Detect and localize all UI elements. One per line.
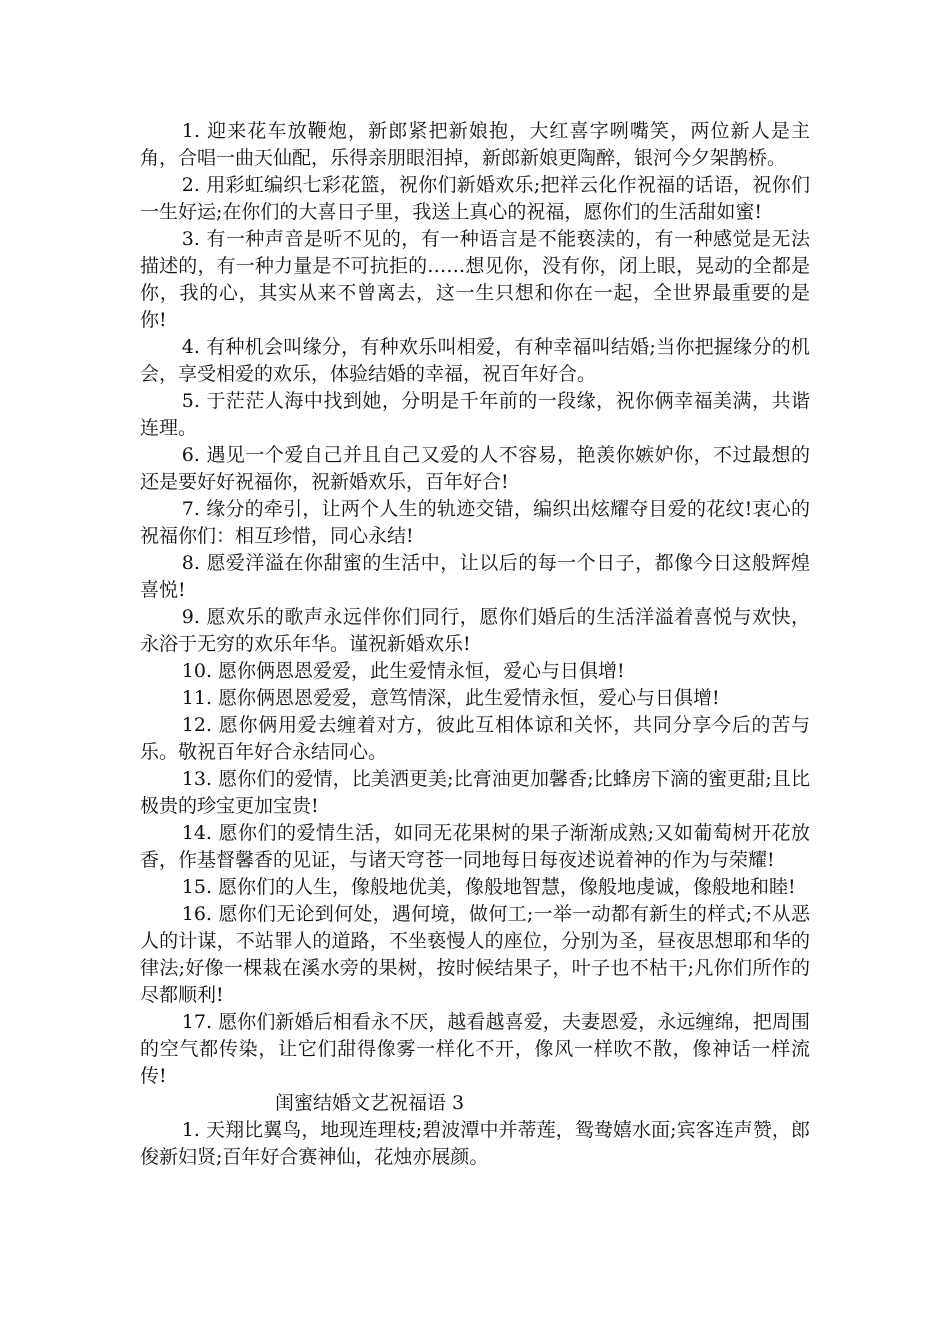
paragraph-16: 16. 愿你们无论到何处，遇何境，做何工;一举一动都有新生的样式;不从恶人的计谋，不站罪人的道路，不坐亵慢人的座位，分别为圣，昼夜思想耶和华的律法;好像一棵栽在溪水旁的果树，按时候结果子，叶子也不枯干;凡你们所作的尽都顺利! — [140, 903, 810, 1006]
paragraph-12: 12. 愿你俩用爱去缠着对方，彼此互相体谅和关怀，共同分享今后的苦与乐。敬祝百年好合永结同心。 — [140, 714, 810, 763]
section-paragraph-1: 1. 天翔比翼鸟，地现连理枝;碧波潭中并蒂莲，鸳鸯嬉水面;宾客连声赞，郎俊新妇贤;百年好合赛神仙，花烛亦展颜。 — [140, 1119, 810, 1168]
paragraph-10: 10. 愿你俩恩恩爱爱，此生爱情永恒，爱心与日俱增! — [181, 660, 625, 682]
paragraph-3: 3. 有一种声音是听不见的，有一种语言是不能亵渎的，有一种感觉是无法描述的，有一种力量是不可抗拒的……想见你，没有你，闭上眼，晃动的全都是你，我的心，其实从来不曾离去，这一生只想和你在一起，全世界最重要的是你! — [140, 228, 810, 331]
paragraph-2: 2. 用彩虹编织七彩花篮，祝你们新婚欢乐;把祥云化作祝福的话语，祝你们一生好运;在你们的大喜日子里，我送上真心的祝福，愿你们的生活甜如蜜! — [140, 174, 810, 223]
paragraph-1: 1. 迎来花车放鞭炮，新郎紧把新娘抱，大红喜字咧嘴笑，两位新人是主角，合唱一曲天仙配，乐得亲朋眼泪掉，新郎新娘更陶醉，银河今夕架鹊桥。 — [140, 120, 810, 169]
paragraph-15: 15. 愿你们的人生，像般地优美，像般地智慧，像般地虔诚，像般地和睦! — [181, 876, 796, 898]
section-heading: 闺蜜结婚文艺祝福语 3 — [275, 1092, 465, 1114]
document-page — [140, 118, 810, 1171]
paragraph-17: 17. 愿你们新婚后相看永不厌，越看越喜爱，夫妻恩爱，永远缠绵，把周围的空气都传染，让它们甜得像雾一样化不开，像风一样吹不散，像神话一样流传! — [140, 1011, 810, 1087]
paragraph-5: 5. 于茫茫人海中找到她，分明是千年前的一段缘，祝你俩幸福美满，共谐连理。 — [140, 390, 810, 439]
paragraph-4: 4. 有种机会叫缘分，有种欢乐叫相爱，有种幸福叫结婚;当你把握缘分的机会，享受相爱的欢乐，体验结婚的幸福，祝百年好合。 — [140, 336, 810, 385]
paragraph-8: 8. 愿爱洋溢在你甜蜜的生活中，让以后的每一个日子，都像今日这般辉煌喜悦! — [140, 552, 810, 601]
paragraph-7: 7. 缘分的牵引，让两个人生的轨迹交错，编织出炫耀夺目爱的花纹!衷心的祝福你们：相互珍惜，同心永结! — [140, 498, 810, 547]
paragraph-11: 11. 愿你俩恩恩爱爱，意笃情深，此生爱情永恒，爱心与日俱增! — [181, 687, 720, 709]
paragraph-14: 14. 愿你们的爱情生活，如同无花果树的果子渐渐成熟;又如葡萄树开花放香，作基督馨香的见证，与诸天穹苍一同地每日每夜述说着神的作为与荣耀! — [140, 822, 810, 871]
paragraph-6: 6. 遇见一个爱自己并且自己又爱的人不容易，艳羡你嫉妒你，不过最想的还是要好好祝福你，祝新婚欢乐，百年好合! — [140, 444, 810, 493]
paragraph-13: 13. 愿你们的爱情，比美洒更美;比膏油更加馨香;比蜂房下滴的蜜更甜;且比极贵的珍宝更加宝贵! — [140, 768, 810, 817]
paragraph-9: 9. 愿欢乐的歌声永远伴你们同行，愿你们婚后的生活洋溢着喜悦与欢快，永浴于无穷的欢乐年华。谨祝新婚欢乐! — [140, 606, 810, 655]
